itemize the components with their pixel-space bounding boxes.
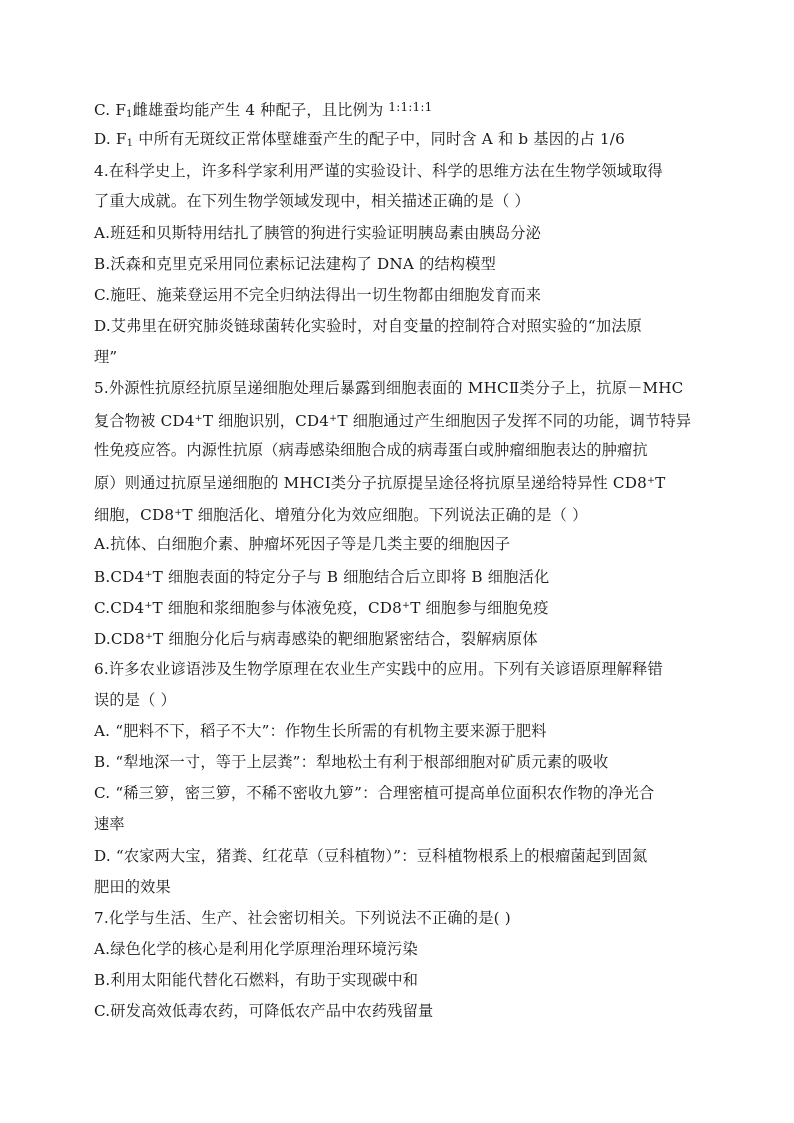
text-line bbox=[94, 253, 704, 275]
text-line bbox=[94, 96, 704, 126]
line-text: T 细胞和浆细胞参与体液免疫，CD8 bbox=[152, 599, 403, 617]
line-text: 速率 bbox=[94, 815, 125, 833]
line-text: C.CD4 bbox=[94, 599, 145, 617]
line-text: B.CD4 bbox=[94, 568, 145, 586]
line-text: 肥田的效果 bbox=[94, 878, 171, 896]
text-line bbox=[94, 626, 704, 650]
line-text: C. “稀三箩，密三箩，不稀不密收九箩”：合理密植可提高单位面积农作物的净光合 bbox=[94, 784, 655, 802]
text-line bbox=[94, 969, 704, 991]
text-line bbox=[94, 128, 704, 155]
line-text: 误的是（ ） bbox=[94, 691, 176, 709]
text-line bbox=[94, 782, 704, 804]
line-text: 理” bbox=[94, 348, 118, 366]
text-line bbox=[94, 222, 704, 244]
line-text: T bbox=[655, 474, 666, 492]
text-line bbox=[94, 408, 704, 432]
text-line bbox=[94, 470, 704, 494]
line-text: 5.外源性抗原经抗原呈递细胞处理后暴露到细胞表面的 MHCⅡ类分子上，抗原－MHC bbox=[94, 379, 684, 397]
line-text: D. “农家两大宝，猪粪、红花草（豆科植物）”：豆科植物根系上的根瘤菌起到固氮 bbox=[94, 847, 648, 865]
text-line bbox=[94, 813, 704, 835]
superscript-text: + bbox=[646, 475, 656, 486]
line-text: C.研发高效低毒农药，可降低农产品中农药残留量 bbox=[94, 1002, 434, 1020]
line-text: 原）则通过抗原呈递细胞的 MHCⅠ类分子抗原提呈途径将抗原呈递给特异性 CD8 bbox=[94, 474, 647, 492]
line-text: 4.在科学史上，许多科学家利用严谨的实验设计、科学的思维方法在生物学领域取得 bbox=[94, 162, 663, 180]
superscript-text: + bbox=[329, 413, 338, 424]
superscript-text: + bbox=[194, 413, 203, 424]
line-text: T 细胞表面的特定分子与 B 细胞结合后立即将 B 细胞活化 bbox=[152, 568, 550, 586]
ratio-text: 1:1:1:1 bbox=[388, 100, 433, 114]
line-text: 雌雄蚕均能产生 4 种配子，且比例为 bbox=[132, 101, 389, 119]
text-line bbox=[94, 938, 704, 960]
subscript-text: 1 bbox=[126, 109, 133, 120]
text-line bbox=[94, 533, 704, 555]
subscript-text: 1 bbox=[126, 138, 134, 149]
text-line bbox=[94, 595, 704, 619]
text-line bbox=[94, 564, 704, 588]
superscript-text: + bbox=[174, 507, 183, 518]
line-text: C. F bbox=[94, 101, 127, 119]
superscript-text: + bbox=[144, 631, 154, 642]
text-line bbox=[94, 284, 704, 306]
text-line bbox=[94, 689, 704, 711]
line-text: D.CD8 bbox=[94, 630, 145, 648]
line-text: C.施旺、施莱登运用不完全归纳法得出一切生物都由细胞发育而来 bbox=[94, 286, 542, 304]
line-text: A.绿色化学的核心是利用化学原理治理环境污染 bbox=[94, 940, 418, 958]
text-line bbox=[94, 1000, 704, 1022]
line-text: B.利用太阳能代替化石燃料，有助于实现碳中和 bbox=[94, 971, 419, 989]
text-line bbox=[94, 751, 704, 773]
line-text: T 细胞识别，CD4 bbox=[202, 412, 330, 430]
line-text: B. “犁地深一寸，等于上层粪”：犁地松土有利于根部细胞对矿质元素的吸收 bbox=[94, 753, 609, 771]
line-text: T 细胞通过产生细胞因子发挥不同的功能，调节特异 bbox=[337, 412, 692, 430]
line-text: A.班廷和贝斯特用结扎了胰管的狗进行实验证明胰岛素由胰岛分泌 bbox=[94, 224, 542, 242]
text-line bbox=[94, 377, 704, 399]
line-text: D.艾弗里在研究肺炎链球菌转化实验时，对自变量的控制符合对照实验的“加法原 bbox=[94, 317, 643, 335]
text-line bbox=[94, 658, 704, 680]
line-text: T 细胞参与细胞免疫 bbox=[410, 599, 549, 617]
text-line bbox=[94, 907, 704, 929]
text-line bbox=[94, 876, 704, 898]
line-text: 6.许多农业谚语涉及生物学原理在农业生产实践中的应用。下列有关谚语原理解释错 bbox=[94, 660, 663, 678]
text-line bbox=[94, 190, 704, 212]
text-line bbox=[94, 720, 704, 742]
text-line bbox=[94, 439, 704, 461]
text-line bbox=[94, 502, 704, 526]
line-text: 中所有无斑纹正常体壁雄蚕产生的配子中，同时含 A 和 b 基因的占 1/6 bbox=[133, 130, 625, 148]
line-text: A. “肥料不下，稻子不大”：作物生长所需的有机物主要来源于肥料 bbox=[94, 722, 547, 740]
superscript-text: + bbox=[402, 600, 411, 611]
line-text: 性免疫应答。内源性抗原（病毒感染细胞合成的病毒蛋白或肿瘤细胞表达的肿瘤抗 bbox=[94, 441, 648, 459]
line-text: A.抗体、白细胞介素、肿瘤坏死因子等是几类主要的细胞因子 bbox=[94, 535, 511, 553]
line-text: T 细胞活化、增殖分化为效应细胞。下列说法正确的是（ ） bbox=[182, 506, 588, 524]
line-text: 了重大成就。在下列生物学领域发现中，相关描述正确的是（ ） bbox=[94, 192, 530, 210]
text-line bbox=[94, 315, 704, 337]
line-text: B.沃森和克里克采用同位素标记法建构了 DNA 的结构模型 bbox=[94, 255, 497, 273]
superscript-text: + bbox=[144, 569, 153, 580]
line-text: 复合物被 CD4 bbox=[94, 412, 195, 430]
text-line bbox=[94, 160, 704, 182]
text-line bbox=[94, 845, 704, 867]
line-text: T 细胞分化后与病毒感染的靶细胞紧密结合，裂解病原体 bbox=[153, 630, 538, 648]
line-text: 7.化学与生活、生产、社会密切相关。下列说法不正确的是( ) bbox=[94, 909, 511, 927]
line-text: 细胞，CD8 bbox=[94, 506, 175, 524]
text-line bbox=[94, 346, 704, 368]
line-text: D. F bbox=[94, 130, 127, 148]
superscript-text: + bbox=[144, 600, 153, 611]
